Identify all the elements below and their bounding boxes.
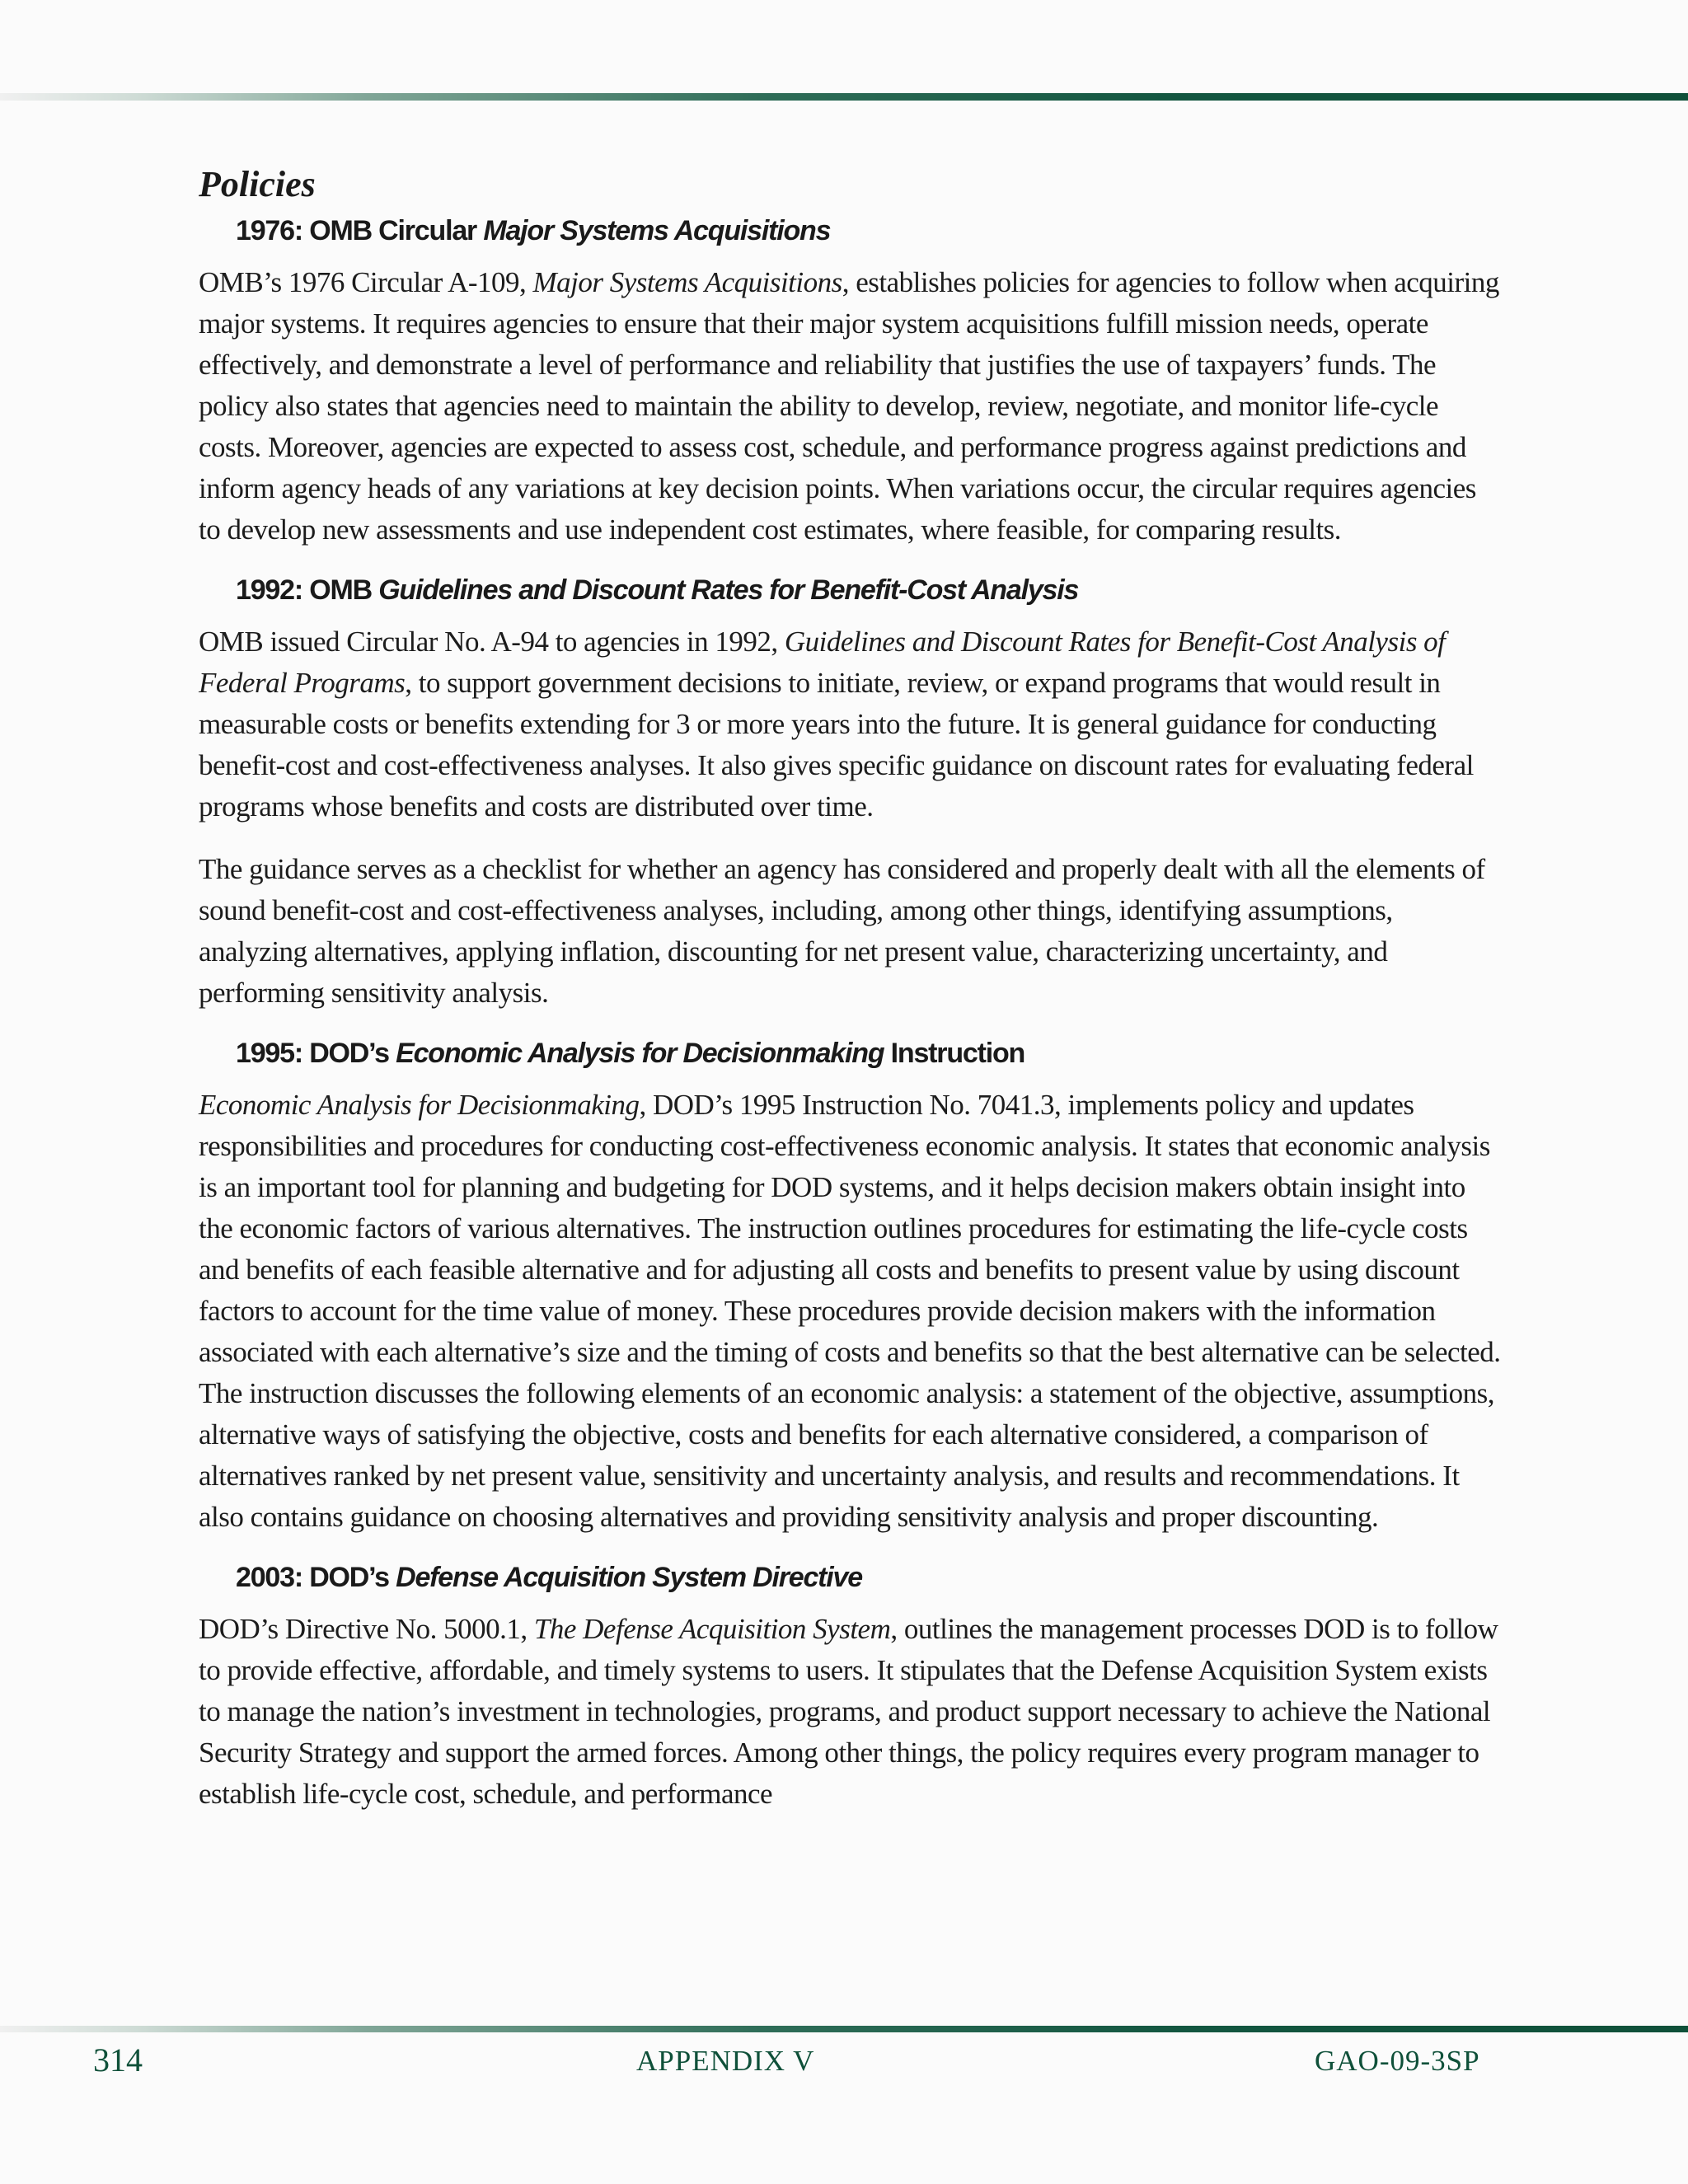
policy-paragraph: Economic Analysis for Decisionmaking, DOD’s 1995 Instruction No. 7041.3, implements policy and updates responsibilities and procedures for conducting cost-effectiveness economic analysis. It states that economic analysis is an important tool for planning and budgeting for DOD systems, and it helps decision makers obtain insight into the economic factors of various alternatives. The instruction outlines procedures for estimating the life-cycle costs and benefits of each feasible alternative and for adjusting all costs and benefits to present value by using discount factors to account for the time value of money. These procedures provide decision makers with the information associated with each alternative’s size and the timing of costs and benefits so that the best alternative can be selected. The instruction discusses the following elements of an economic analysis: a statement of the objective, assumptions, alternative ways of satisfying the objective, costs and benefits for each alternative considered, a comparison of alternatives ranked by net present value, sensitivity and uncertainty analysis, and results and recommendations. It also contains guidance on choosing alternatives and providing sensitivity analysis and proper discounting. xyxy=(199,1089,1501,1533)
policy-paragraph: OMB issued Circular No. A-94 to agencies in 1992, Guidelines and Discount Rates for Benefit-Cost Analysis of Federal Programs, to support government decisions to initiate, review, or expand programs that would result in measurable costs or benefits extending for 3 or more years into the future. It is general guidance for conducting benefit-cost and cost-effectiveness analyses. It also gives specific guidance on discount rates for evaluating federal programs whose benefits and costs are distributed over time. xyxy=(199,626,1474,823)
footer-report-id: GAO-09-3SP xyxy=(1315,2045,1480,2077)
page-content xyxy=(199,163,1501,1836)
policy-paragraph: DOD’s Directive No. 5000.1, The Defense Acquisition System, outlines the management processes DOD is to follow to provide effective, affordable, and timely systems to users. It stipulates that the Defense Acquisition System exists to manage the nation’s investment in technologies, programs, and product support necessary to achieve the National Security Strategy and support the armed forces. Among other things, the policy requires every program manager to establish life-cycle cost, schedule, and performance xyxy=(199,1613,1498,1810)
header-rule xyxy=(0,93,1688,101)
page-number: 314 xyxy=(93,2041,143,2079)
section-title: Policies xyxy=(199,164,316,204)
policy-heading: 2003: DOD’s Defense Acquisition System Directive xyxy=(236,1562,862,1593)
policy-paragraph: OMB’s 1976 Circular A-109, Major Systems Acquisitions, establishes policies for agencies to follow when acquiring major systems. It requires agencies to ensure that their major system acquisitions fulfill mission needs, operate effectively, and demonstrate a level of performance and reliability that justifies the use of taxpayers’ funds. The policy also states that agencies need to maintain the ability to develop, review, negotiate, and monitor life-cycle costs. Moreover, agencies are expected to assess cost, schedule, and performance progress against predictions and inform agency heads of any variations at key decision points. When variations occur, the circular requires agencies to develop new assessments and use independent cost estimates, where feasible, for comparing results. xyxy=(199,266,1499,546)
footer-rule xyxy=(0,2026,1688,2032)
policy-heading: 1976: OMB Circular Major Systems Acquisitions xyxy=(236,215,831,246)
policy-heading: 1995: DOD’s Economic Analysis for Decisionmaking Instruction xyxy=(236,1038,1025,1069)
policy-paragraph: The guidance serves as a checklist for whether an agency has considered and properly dealt with all the elements of sound benefit-cost and cost-effectiveness analyses, including, among other things, identifying assumptions, analyzing alternatives, applying inflation, discounting for net present value, characterizing uncertainty, and performing sensitivity analysis. xyxy=(199,853,1485,1009)
policy-heading: 1992: OMB Guidelines and Discount Rates for Benefit-Cost Analysis xyxy=(236,574,1079,606)
footer-section: APPENDIX V xyxy=(636,2045,815,2077)
